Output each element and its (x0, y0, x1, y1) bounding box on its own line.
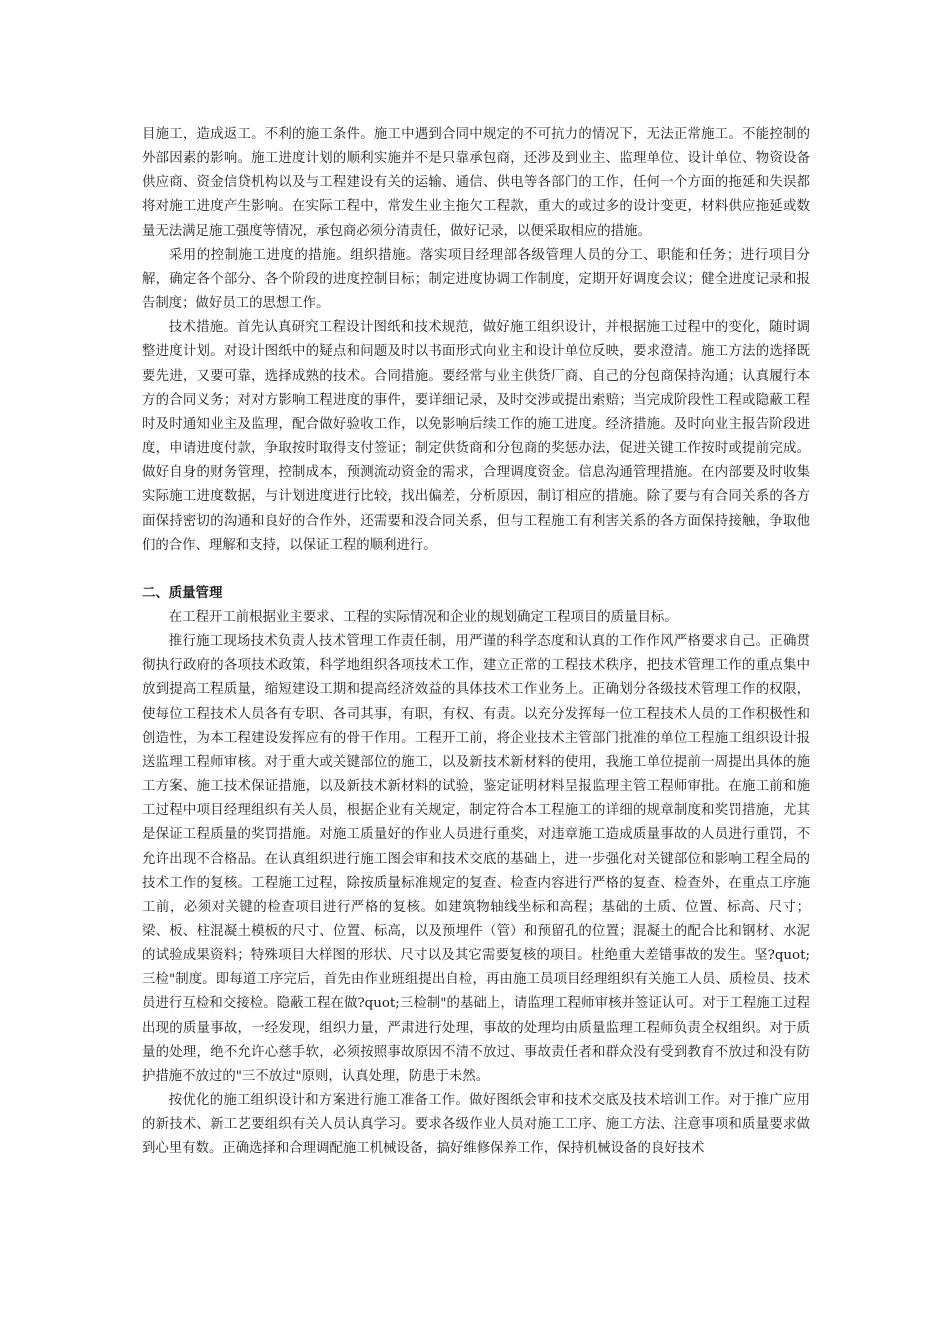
document-page (142, 123, 810, 1162)
paragraph-technical-measures: 技术措施。首先认真研究工程设计图纸和技术规范，做好施工组织设计，并根据施工过程中的变化，随时调整进度计划。对设计图纸中的疑点和问题及时以书面形式向业主和设计单位反映，要求澄清。施工方法的选择既要先进，又要可靠，选择成熟的技术。合同措施。要经常与业主供货厂商、自己的分包商保持沟通；认真履行本方的合同义务；对对方影响工程进度的事件，要详细记录，及时交涉或提出索赔；当完成阶段性工程或隐蔽工程时及时通知业主及监理，配合做好验收工作，以免影响后续工作的施工进度。经济措施。及时向业主报告阶段进度，申请进度付款，争取按时取得支付签证；制定供货商和分包商的奖惩办法，促进关键工作按时或提前完成。做好自身的财务管理，控制成本，预测流动资金的需求，合理调度资金。信息沟通管理措施。在内部要及时收集实际施工进度数据，与计划进度进行比较，找出偏差，分析原因，制订相应的措施。除了要与有合同关系的各方面保持密切的沟通和良好的合作外，还需要和没合同关系，但与工程施工有利害关系的各方面保持接触，争取他们的合作、理解和支持，以保证工程的顺利进行。 (142, 320, 810, 553)
paragraph-construction-preparation: 按优化的施工组织设计和方案进行施工准备工作。做好图纸会审和技术交底及技术培训工作。对于推广应用的新技术、新工艺要组织有关人员认真学习。要求各级作业人员对施工工序、施工方法、注意事项和质量要求做到心里有数。正确选择和合理调配施工机械设备，搞好维修保养工作，保持机械设备的良好技术 (142, 1093, 810, 1157)
section-heading-quality-management: 二、质量管理 (142, 585, 223, 601)
paragraph-organization-measures: 采用的控制施工进度的措施。组织措施。落实项目经理部各级管理人员的分工、职能和任务；进行项目分解，确定各个部分、各个阶段的进度控制目标；制定进度协调工作制度，定期开好调度会议；健全进度记录和报告制度；做好员工的思想工作。 (142, 247, 810, 312)
paragraph-delay-causes: 目施工，造成返工。不利的施工条件。施工中遇到合同中规定的不可抗力的情况下，无法正常施工。不能控制的外部因素的影响。施工进度计划的顺利实施并不是只靠承包商，还涉及到业主、监理单位、设计单位、物资设备供应商、资金信贷机构以及与工程建设有关的运输、通信、供电等各部门的工作，任何一个方面的拖延和失误都将对施工进度产生影响。在实际工程中，常发生业主拖欠工程款，重大的或过多的设计变更，材料供应拖延或数量无法满足施工强度等情况，承包商必须分清责任，做好记录，以便采取相应的措施。 (142, 127, 810, 239)
paragraph-quality-target: 在工程开工前根据业主要求、工程的实际情况和企业的规划确定工程项目的质量目标。 (168, 609, 678, 625)
paragraph-technical-responsibility: 推行施工现场技术负责人技术管理工作责任制，用严谨的科学态度和认真的工作作风严格要求自己。正确贯彻执行政府的各项技术政策，科学地组织各项技术工作，建立正常的工程技术秩序，把技术管理工作的重点集中放到提高工程质量，缩短建设工期和提高经济效益的具体技术工作业务上。正确划分各级技术管理工作的权限，使每位工程技术人员各有专职、各司其事，有职，有权、有责。以充分发挥每一位工程技术人员的工作积极性和创造性，为本工程建设发挥应有的骨干作用。工程开工前，将企业技术主管部门批准的单位工程施工组织设计报送监理工程师审核。对于重大或关键部位的施工，以及新技术新材料的使用，我施工单位提前一周提出具体的施工方案、施工技术保证措施，以及新技术新材料的试验，鉴定证明材料呈报监理主管工程师审批。在施工前和施工过程中项目经理组织有关人员，根据企业有关规定，制定符合本工程施工的详细的规章制度和奖罚措施，尤其是保证工程质量的奖罚措施。对施工质量好的作业人员进行重奖，对违章施工造成质量事故的人员进行重罚，不允许出现不合格品。在认真组织进行施工图会审和技术交底的基础上，进一步强化对关键部位和影响工程全局的技术工作的复核。工程施工过程，除按质量标准规定的复查、检查内容进行严格的复查、检查外，在重点工序施工前，必须对关键的检查项目进行严格的复核。如建筑物轴线坐标和高程；基础的土质、位置、标高、尺寸；梁、板、柱混凝土模板的尺寸、位置、标高，以及预埋件（管）和预留孔的位置；混凝土的配合比和钢材、水泥的试验成果资料；特殊项目大样图的形状、尺寸以及其它需要复核的项目。杜绝重大差错事故的发生。坚?quot;三检"制度。即每道工序完后，首先由作业班组提出自检，再由施工员项目经理组织有关施工人员、质检员、技术员进行互检和交接检。隐蔽工程在做?quot;三检制"的基础上，请监理工程师审核并签证认可。对于工程施工过程出现的质量事故，一经发现，组织力量，严肃进行处理，事故的处理均由质量监理工程师负责全权组织。对于质量的处理，绝不允许心慈手软，必须按照事故原因不清不放过、事故责任者和群众没有受到教育不放过和没有防护措施不放过的"三不放过"原则，认真处理，防患于未然。 (142, 634, 810, 1084)
